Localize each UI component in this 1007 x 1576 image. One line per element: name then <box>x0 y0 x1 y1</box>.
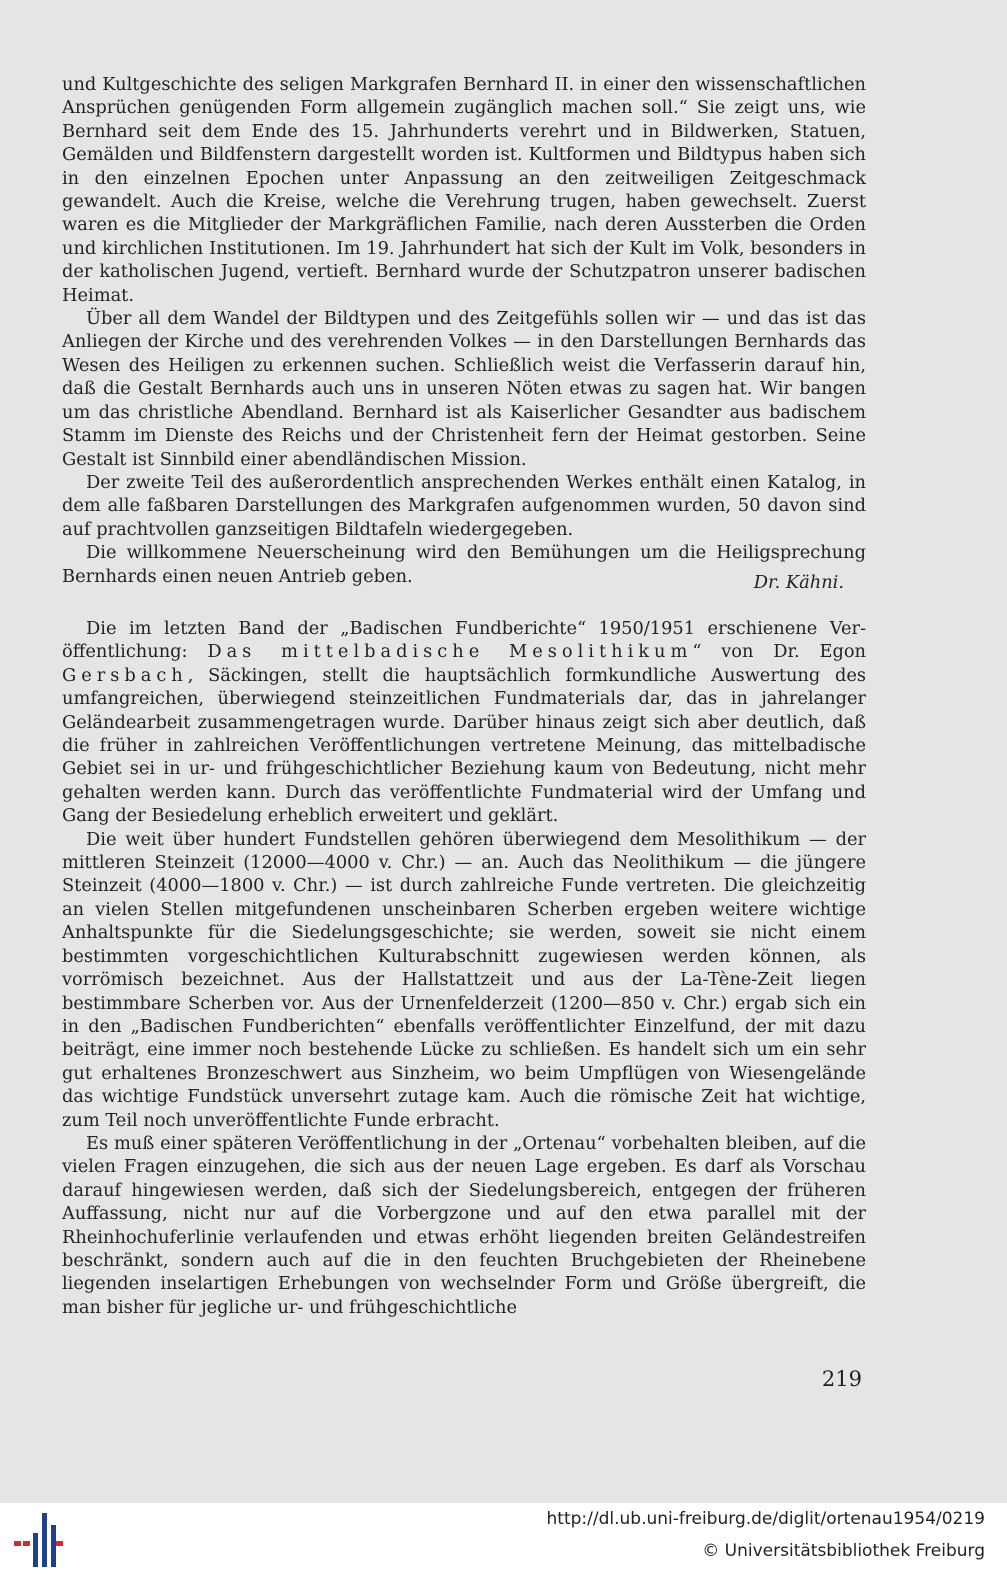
paragraph-text: , Säckingen, stellt die hauptsächlich formkundliche Auswertung des umfangreichen, überwiegend steinzeitlichen Fundmaterials dar, das in jahrelanger Geländearbeit zusammengetragen wurde. Darüber hinaus zeigt sich aber deutlich, daß die früher in zahlreichen Veröffentlichungen vertretene Meinung, das mittelbadische Gebiet sei in ur- und frühgeschichtlicher Beziehung kaum von Bedeutung, nicht mehr gehalten werden kann. Durch das veröffentlichte Fundmaterial wird der Umfang und Gang der Besiedelung erheblich erweitert und geklärt. <box>62 664 866 827</box>
author-name: Gersbach <box>62 664 188 686</box>
page-number: 219 <box>821 1367 862 1391</box>
copyright-notice: © Universitätsbibliothek Freiburg <box>702 1541 985 1561</box>
source-url-link[interactable]: http://dl.ub.uni-freiburg.de/diglit/ortenau1954/0219 <box>546 1509 985 1529</box>
paragraph: Der zweite Teil des außerordentlich ansprechenden Werkes enthält einen Katalog, in dem alle faßbaren Darstellungen des Markgrafen aufgenommen wurden, 50 davon sind auf prachtvollen ganzseitigen Bildtafeln wiedergegeben. <box>62 471 866 540</box>
viewer-footer <box>0 1503 1007 1576</box>
paragraph-text: Die willkommene Neuerscheinung wird den Bemühungen um die Heiligsprechung Bernhards einen neuen Antrieb geben. <box>62 542 866 587</box>
paragraph: Die weit über hundert Fundstellen gehören überwiegend dem Mesolithikum — der mittleren Steinzeit (12000—4000 v. Chr.) — an. Auch das Neolithikum — die jüngere Steinzeit (4000—1800 v. Chr.) — ist durch zahlreiche Funde vertreten. Die gleichzeitig an vielen Stellen mitgefundenen unscheinbaren Scherben ergeben weitere wichtige Anhaltspunkte für die Siedelungsgeschichte; sie werden, soweit sie nicht einem bestimmten vorgeschichtlichen Kulturabschnitt zugewiesen werden können, als vorrömisch bezeichnet. Aus der Hallstattzeit und aus der La-Tène-Zeit liegen bestimmbare Scherben vor. Aus der Urnenfelderzeit (1200—850 v. Chr.) ergab sich ein in den „Badischen Fundberichten“ ebenfalls veröffentlichter Einzelfund, der mit dazu beiträgt, eine immer noch bestehende Lücke zu schließen. Es handelt sich um ein sehr gut erhaltenes Bronzeschwert aus Sinzheim, wo beim Umpflügen von Wiesengelände das wichtige Fundstück unversehrt zutage kam. Auch die römische Zeit hat wichtige, zum Teil noch unveröffentlichte Funde erbracht. <box>62 828 866 1131</box>
author-signature: Dr. Kähni. <box>753 571 844 593</box>
paragraph: Über all dem Wandel der Bildtypen und des Zeitgefühls sollen wir — und das ist das Anliegen der Kirche und des verehrenden Volkes — in den Darstellungen Bernhards das Wesen des Heiligen zu erkennen suchen. Schließlich weist die Verfasserin darauf hin, daß die Gestalt Bernhards auch uns in unseren Nöten etwas zu sagen hat. Wir bangen um das christliche Abendland. Bernhard ist als Kaiserlicher Gesandter aus badischem Stamm im Dienste des Reichs und der Christenheit fern der Heimat gestorben. Seine Gestalt ist Sinnbild einer abendländischen Mission. <box>62 308 866 470</box>
paragraph <box>62 617 866 828</box>
paragraph: und Kultgeschichte des seligen Markgrafen Bernhard II. in einer den wissenschaftlichen Ansprüchen genügenden Form allgemein zugänglich machen soll.“ Sie zeigt uns, wie Bernhard seit dem Ende des 15. Jahrhunderts verehrt und in Bildwerken, Statuen, Gemälden und Bildfenstern dargestellt worden ist. Kultformen und Bildtypus haben sich in den einzelnen Epochen unter Anpassung an den zeitweiligen Zeitgeschmack gewandelt. Auch die Kreise, welche die Verehrung trugen, haben gewechselt. Zuerst waren es die Mitglieder der Markgräflichen Familie, nach deren Aussterben die Orden und kirchlichen Institutionen. Im 19. Jahrhundert hat sich der Kult im Volk, besonders in der katholischen Jugend, vertieft. Bernhard wurde der Schutzpatron unserer badischen Heimat. <box>62 74 866 306</box>
review-section-bernhard <box>62 73 866 594</box>
paragraph-with-signature <box>62 541 866 593</box>
ub-freiburg-logo-icon <box>12 1511 64 1569</box>
paragraph-text: Die im letzten Band der „Badischen Fundberichte“ 1950/1951 erschienene Veröffentlichung: <box>62 618 866 663</box>
paragraph: Es muß einer späteren Veröffentlichung in der „Ortenau“ vorbehalten bleiben, auf die vielen Fragen einzugehen, die sich aus der neuen Lage ergeben. Es darf als Vorschau darauf hingewiesen werden, daß sich der Siedelungsbereich, entgegen der früheren Auffassung, nicht nur auf die Vorbergzone und auf den etwa parallel mit der Rheinhochuferlinie verlaufenden und etwas erhöht liegenden breiten Geländestreifen beschränkt, sondern auch auf die in den feuchten Bruchgebieten der Rheinebene liegenden inselartigen Erhebungen von wechselnder Form und Größe übergreift, die man bisher für jegliche ur- und frühgeschichtliche <box>62 1132 866 1318</box>
publication-title: Das mittelbadische Mesolithikum <box>207 641 693 663</box>
review-section-mesolithikum <box>62 617 866 1319</box>
paragraph-text: “ von Dr. Egon <box>692 641 866 663</box>
